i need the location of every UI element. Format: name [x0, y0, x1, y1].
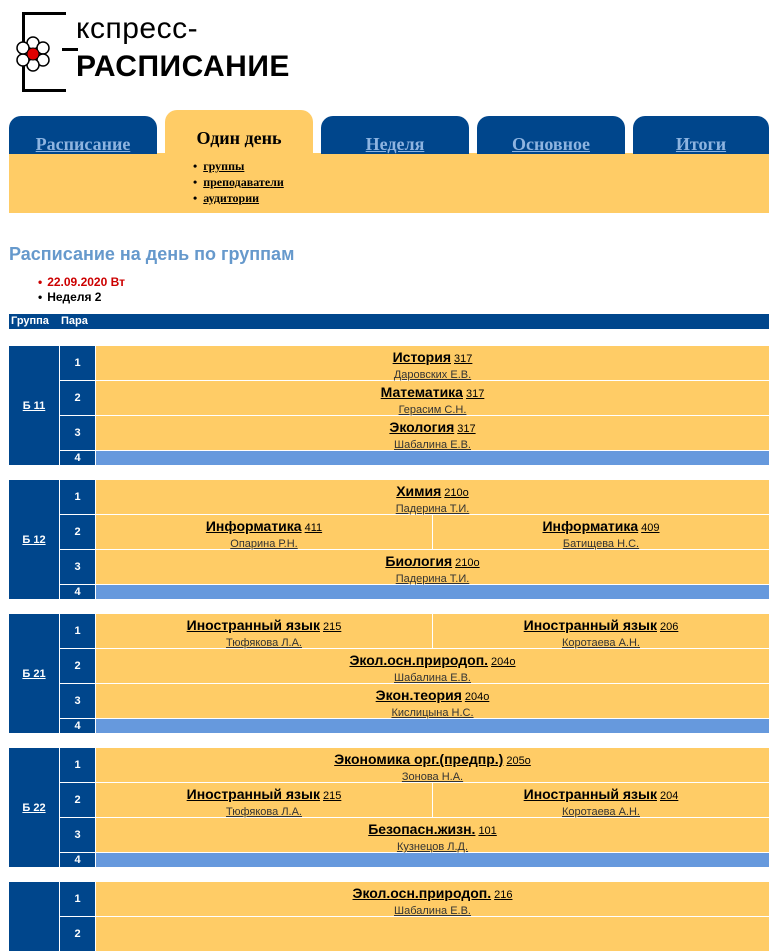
tab-panel: [9, 153, 769, 213]
lesson-title-line: [96, 686, 769, 707]
room-link[interactable]: 317: [465, 388, 485, 400]
pair-number: 2: [60, 917, 95, 951]
lesson-cell: [96, 783, 432, 817]
lesson-title-line: [96, 919, 769, 940]
room-link[interactable]: 411: [304, 522, 323, 534]
pair-number: 1: [60, 614, 95, 648]
lesson-cell: [96, 416, 769, 450]
page-title: Расписание на день по группам: [9, 244, 295, 264]
tab-main-link[interactable]: Основное: [512, 134, 590, 154]
subject-link[interactable]: Иностранный язык: [186, 617, 320, 633]
table-row: [60, 748, 769, 782]
subject-link[interactable]: Экол.осн.природоп.: [352, 885, 492, 901]
tab-schedule[interactable]: [9, 116, 157, 154]
table-row: [60, 783, 769, 817]
subject-link[interactable]: Экон.теория: [375, 687, 462, 703]
pair-number: 4: [60, 719, 95, 733]
lesson-cell: [433, 614, 769, 648]
logo-text-line1: кспресс-: [76, 12, 199, 45]
lesson-title-line: [96, 884, 769, 905]
pair-number: 3: [60, 684, 95, 718]
week-label: • Неделя 2: [38, 290, 125, 305]
table-row: [60, 451, 769, 465]
tab-one-day-label: Один день: [196, 128, 282, 148]
tab-main[interactable]: [477, 116, 625, 154]
tab-week-link[interactable]: Неделя: [365, 134, 425, 154]
lesson-cell: [96, 550, 769, 584]
group-name-cell: [9, 346, 59, 465]
teacher-link[interactable]: Падерина Т.И.: [395, 503, 470, 515]
pair-number: 2: [60, 783, 95, 817]
lesson-title-line: [96, 820, 769, 841]
lesson-title-line: [96, 418, 769, 439]
group-name-cell: [9, 614, 59, 733]
subject-link[interactable]: Экол.осн.природоп.: [349, 652, 489, 668]
table-row: [60, 346, 769, 380]
room-link[interactable]: 409: [641, 522, 660, 534]
lesson-cell: [433, 515, 769, 549]
lesson-title-line: [96, 517, 432, 538]
table-row: [60, 818, 769, 852]
subject-link[interactable]: Биология: [385, 553, 453, 569]
pair-number: 1: [60, 882, 95, 916]
room-link[interactable]: 210о: [444, 487, 469, 499]
lesson-title-line: [96, 348, 769, 369]
lesson-cell: [96, 684, 769, 718]
subject-link[interactable]: Информатика: [205, 518, 302, 534]
lesson-cell: [96, 649, 769, 683]
date-info: [38, 275, 125, 305]
tab-one-day[interactable]: [165, 110, 313, 154]
table-row: [60, 550, 769, 584]
column-group-header: Группа: [11, 315, 49, 327]
teacher-link[interactable]: Тюфякова Л.А.: [226, 637, 302, 649]
tab-totals-link[interactable]: Итоги: [675, 134, 727, 154]
pair-number: 4: [60, 451, 95, 465]
subject-link[interactable]: Иностранный язык: [523, 617, 657, 633]
teacher-link[interactable]: Кислицына Н.С.: [391, 707, 474, 719]
lesson-title-line: [433, 785, 769, 806]
group-link[interactable]: Б 21: [22, 667, 46, 680]
submenu-groups-link[interactable]: группы: [203, 159, 245, 173]
pair-number: 3: [60, 550, 95, 584]
teacher-link[interactable]: Коротаева А.Н.: [562, 637, 640, 649]
tab-week[interactable]: [321, 116, 469, 154]
group-link[interactable]: Б 12: [22, 533, 46, 546]
submenu-rooms-link[interactable]: аудитории: [203, 191, 260, 205]
column-pair-header: Пара: [61, 315, 88, 327]
group-block: [9, 882, 769, 951]
room-link[interactable]: 317: [457, 423, 476, 435]
submenu: [193, 158, 284, 206]
group-link[interactable]: Б 22: [22, 801, 46, 814]
teacher-link[interactable]: Зонова Н.А.: [401, 771, 464, 783]
submenu-item[interactable]: [193, 174, 284, 190]
teacher-link[interactable]: Шабалина Е.В.: [394, 439, 471, 451]
table-row: [60, 649, 769, 683]
pair-number: 1: [60, 480, 95, 514]
group-block: [9, 614, 769, 733]
lesson-title-line: [433, 616, 769, 637]
lesson-cell: [96, 917, 769, 951]
pair-number: 3: [60, 416, 95, 450]
room-link[interactable]: 215: [322, 621, 342, 633]
teacher-link[interactable]: Тюфякова Л.А.: [226, 806, 302, 818]
table-row: [60, 614, 769, 648]
submenu-item[interactable]: [193, 190, 284, 206]
lesson-cell: [96, 818, 769, 852]
group-block: [9, 346, 769, 465]
lesson-title-line: [433, 517, 769, 538]
subject-link[interactable]: Химия: [396, 483, 442, 499]
empty-pair-cell: [96, 853, 769, 867]
table-row: [60, 585, 769, 599]
group-link[interactable]: Б 11: [22, 399, 46, 412]
teacher-link[interactable]: Батищева Н.С.: [562, 538, 640, 550]
table-row: [60, 684, 769, 718]
pair-number: 4: [60, 585, 95, 599]
room-link[interactable]: 204о: [464, 691, 490, 703]
lesson-cell: [96, 515, 432, 549]
flower-logo-icon: [13, 34, 53, 74]
table-row: [60, 381, 769, 415]
lesson-cell: [96, 614, 432, 648]
tab-bar: [9, 110, 769, 214]
subject-link[interactable]: Математика: [380, 384, 463, 400]
lesson-title-line: [96, 651, 769, 672]
subject-link[interactable]: Безопасн.жизн.: [368, 821, 476, 837]
room-link[interactable]: 215: [322, 790, 342, 802]
pair-number: 2: [60, 381, 95, 415]
teacher-link[interactable]: Шабалина Е.В.: [394, 672, 471, 684]
group-block: [9, 748, 769, 867]
table-row: [60, 719, 769, 733]
pair-number: 3: [60, 818, 95, 852]
subject-link[interactable]: Экология: [389, 419, 455, 435]
room-link[interactable]: 204: [659, 790, 679, 802]
lesson-cell: [96, 480, 769, 514]
submenu-item[interactable]: [193, 158, 284, 174]
room-link[interactable]: 317: [454, 353, 473, 365]
group-name-cell: [9, 480, 59, 599]
room-link[interactable]: 204о: [491, 656, 516, 668]
lesson-title-line: [96, 750, 769, 771]
empty-pair-cell: [96, 451, 769, 465]
lesson-title-line: [96, 552, 769, 573]
tab-schedule-link[interactable]: Расписание: [35, 134, 131, 154]
lesson-cell: [433, 783, 769, 817]
room-link[interactable]: 210о: [455, 557, 480, 569]
teacher-link[interactable]: Коротаева А.Н.: [562, 806, 640, 818]
room-link[interactable]: 101: [478, 825, 497, 837]
table-row: [60, 853, 769, 867]
pair-number: 2: [60, 649, 95, 683]
teacher-link[interactable]: Герасим С.Н.: [398, 404, 467, 416]
lesson-cell: [96, 381, 769, 415]
group-block: [9, 480, 769, 599]
subject-link[interactable]: Экономика орг.(предпр.): [334, 751, 504, 767]
table-row: [60, 480, 769, 514]
subject-link[interactable]: Иностранный язык: [186, 786, 320, 802]
lesson-cell: [96, 882, 769, 916]
room-link[interactable]: 216: [494, 889, 513, 901]
pair-number: 1: [60, 748, 95, 782]
subject-link[interactable]: Информатика: [542, 518, 639, 534]
pair-number: 4: [60, 853, 95, 867]
teacher-link[interactable]: Кузнецов Л.Д.: [396, 841, 469, 853]
logo-text-line2: РАСПИСАНИЕ: [76, 50, 290, 83]
teacher-link[interactable]: Даровских Е.В.: [393, 369, 472, 381]
teacher-link[interactable]: Опарина Р.Н.: [230, 538, 298, 550]
lesson-title-line: [96, 616, 432, 637]
empty-pair-cell: [96, 719, 769, 733]
table-row: [60, 882, 769, 916]
table-row: [60, 917, 769, 951]
subject-link[interactable]: История: [392, 349, 452, 365]
lesson-title-line: [96, 482, 769, 503]
group-name-cell: [9, 748, 59, 867]
lesson-title-line: [96, 383, 769, 404]
pair-number: 1: [60, 346, 95, 380]
room-link[interactable]: 205о: [506, 755, 531, 767]
group-name-cell: [9, 882, 59, 951]
submenu-teachers-link[interactable]: преподаватели: [203, 175, 284, 189]
table-row: [60, 416, 769, 450]
teacher-link[interactable]: Шабалина Е.В.: [394, 905, 471, 917]
empty-pair-cell: [96, 585, 769, 599]
lesson-cell: [96, 748, 769, 782]
header: [0, 0, 771, 110]
pair-number: 2: [60, 515, 95, 549]
tab-totals[interactable]: [633, 116, 769, 154]
lesson-cell: [96, 346, 769, 380]
date-label: • 22.09.2020 Вт: [38, 275, 125, 290]
room-link[interactable]: 206: [659, 621, 679, 633]
subject-link[interactable]: Иностранный язык: [523, 786, 657, 802]
table-row: [60, 515, 769, 549]
teacher-link[interactable]: Падерина Т.И.: [395, 573, 470, 585]
table-header: [9, 314, 769, 329]
lesson-title-line: [96, 785, 432, 806]
